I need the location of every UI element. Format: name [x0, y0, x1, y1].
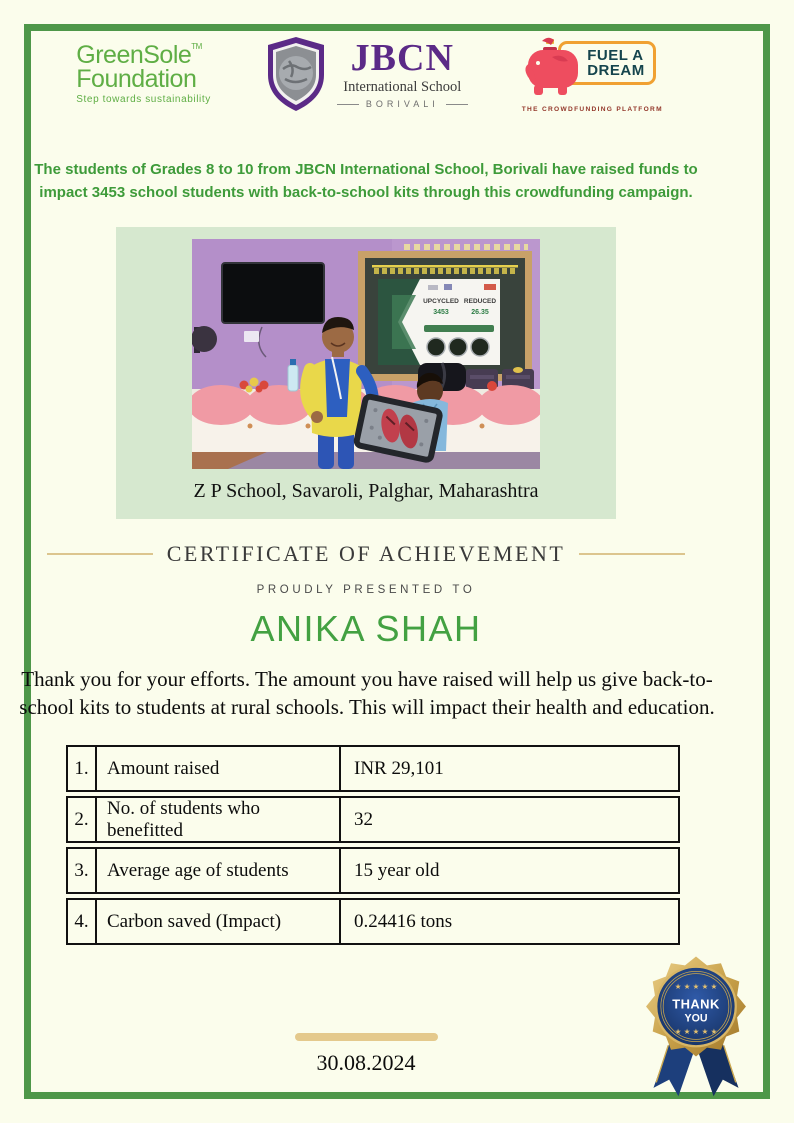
jbcn-borivali: BORIVALI — [365, 98, 439, 109]
thank-you-message: Thank you for your efforts. The amount you have raised will help us give back-to-school kits to students at rural schools. This will impact their health and education. — [19, 666, 715, 719]
jbcn-text — [337, 39, 468, 109]
table-row — [66, 796, 680, 843]
heading-line-left — [47, 553, 153, 555]
badge-stars-bottom: ★ ★ ★ ★ ★ — [674, 1027, 718, 1037]
banner-upcycled-label: UPCYCLED — [423, 297, 459, 305]
certificate-date: 30.08.2024 — [316, 1050, 416, 1076]
jbcn-name: JBCN — [350, 37, 454, 80]
presented-to-label: PROUDLY PRESENTED TO — [256, 583, 476, 596]
table-row — [66, 745, 680, 792]
date-underline-bar — [295, 1033, 438, 1041]
badge-you-text: YOU — [684, 1012, 708, 1025]
dash-line-right — [446, 104, 468, 106]
row-number: 1. — [68, 747, 97, 790]
banner-reduced-label: REDUCED — [463, 297, 497, 305]
greensole-tagline: Step towards sustainability — [76, 94, 211, 105]
recipient-name: ANIKA SHAH — [250, 607, 482, 649]
row-number: 2. — [68, 798, 97, 841]
partner-logos — [0, 32, 732, 116]
fuel-a-text: FUEL A — [587, 47, 644, 64]
badge-thank-text: THANK — [672, 996, 720, 1012]
row-value: 0.24416 tons — [354, 910, 453, 932]
row-label: Carbon saved (Impact) — [97, 900, 341, 943]
certificate-heading-row — [0, 541, 732, 567]
certificate-title: CERTIFICATE OF ACHIEVEMENT — [166, 540, 566, 566]
photo-caption: Z P School, Savaroli, Palghar, Maharashtra — [193, 479, 539, 502]
row-value: 32 — [354, 808, 373, 830]
thank-you-badge — [640, 951, 752, 1099]
greensole-line2: Foundation — [76, 65, 197, 93]
jbcn-school-logo — [265, 35, 468, 113]
table-row — [66, 898, 680, 945]
row-number: 4. — [68, 900, 97, 943]
badge-stars-top: ★ ★ ★ ★ ★ — [674, 981, 718, 991]
jbcn-borivali-row — [337, 100, 468, 109]
jbcn-shield-icon — [265, 35, 327, 113]
row-label: Average age of students — [97, 849, 341, 892]
date-block — [0, 1033, 732, 1076]
elephant-piggybank-icon — [522, 35, 588, 101]
row-label: Amount raised — [97, 747, 341, 790]
greensole-foundation-logo — [76, 43, 211, 105]
banner-reduced-value: 26.35 — [471, 308, 489, 316]
rosette-ribbon-icon — [640, 951, 752, 1099]
jbcn-subtitle: International School — [343, 79, 462, 96]
row-number: 3. — [68, 849, 97, 892]
dream-text: DREAM — [587, 62, 645, 79]
banner-upcycled-value: 3453 — [433, 308, 449, 316]
heading-line-right — [579, 553, 685, 555]
row-label: No. of students who benefitted — [97, 798, 341, 841]
row-value: 15 year old — [354, 859, 440, 881]
campaign-intro-text: The students of Grades 8 to 10 from JBCN International School, Borivali have raised funds to impact 3453 school students with back-to-school kits through this crowdfunding campaign. — [34, 161, 698, 202]
fuel-a-dream-tagline: THE CROWDFUNDING PLATFORM — [521, 106, 663, 113]
trademark-symbol: TM — [191, 42, 202, 51]
row-value: INR 29,101 — [354, 757, 444, 779]
school-photo — [192, 239, 540, 469]
photo-box — [116, 227, 616, 519]
greensole-line1: GreenSole — [76, 41, 192, 69]
dash-line-left — [337, 104, 359, 106]
greensole-name — [76, 43, 211, 67]
fuel-a-dream-logo — [521, 35, 663, 113]
table-row — [66, 847, 680, 894]
impact-table — [66, 745, 680, 945]
